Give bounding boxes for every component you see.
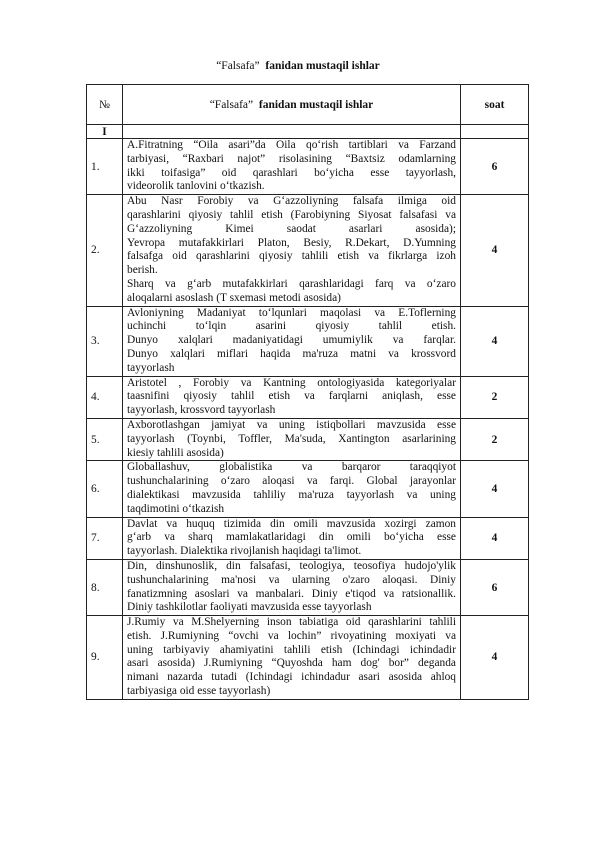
table-row (87, 139, 529, 195)
description-line: tushunchalarining o‘zaro aloqasi va farqi. Global jarayonlar (127, 475, 456, 488)
row-description (123, 376, 461, 418)
row-number: 8. (87, 559, 123, 615)
description-line: tushunchalarining ma'nosi va ularning o'zaro aloqasi. Diniy (127, 573, 456, 586)
table-row (87, 418, 529, 460)
title-quoted: “Falsafa” (216, 60, 260, 72)
description-line: dialektikasi mavzusida tahliliy ma'ruza tayyorlash va uning (127, 488, 456, 501)
description-line: videorolik tanlovini o‘tkazish. (127, 180, 265, 193)
header-title (123, 85, 461, 125)
row-number: 6. (87, 461, 123, 517)
tasks-table (86, 84, 529, 700)
table-row (87, 376, 529, 418)
table-row (87, 559, 529, 615)
description-line: Diniy tashkilotlar faoliyati mavzusida esse tayyorlash (127, 601, 372, 614)
table-row (87, 306, 529, 376)
description-line: tayyorlash. Dialektika rivojlanish haqidagi ta'limot. (127, 545, 362, 558)
description-line: berish. (127, 264, 158, 277)
table-row (87, 195, 529, 306)
description-line: tarbiyasi, “Raxbari najot” risolasining “Baxtsiz odamlarning (127, 152, 456, 165)
description-line: tayyorlash, krossvord tayyorlash (127, 404, 276, 417)
row-hours: 4 (461, 517, 529, 559)
description-line: A.Fitratning “Oila asari”da Oila qo‘rish tartiblari va Farzand (127, 139, 456, 151)
row-number: 4. (87, 376, 123, 418)
description-line: Davlat va huquq tizimida din omili mavzusida xozirgi zamon (127, 517, 456, 530)
description-line: kiesiy tahlili asosida) (127, 446, 224, 459)
section-row (87, 125, 529, 139)
description-line: etish. J.Rumiyning “ovchi va lochin” rivoyatining moxiyati va (127, 629, 456, 642)
row-hours: 6 (461, 139, 529, 195)
description-line: Dunyo xalqlari miflari haqida ma'ruza matni va krossvord (127, 347, 456, 360)
description-line: G‘azzoliyning Kimei saodat asarlari asosida); (127, 222, 456, 235)
header-soat-label: soat (484, 98, 505, 111)
description-line: Avloniyning Madaniyat to‘lqunlari maqolasi va E.Toflerning (127, 306, 456, 319)
row-hours: 4 (461, 306, 529, 376)
description-line: nimani nazarda tutadi (Ichindagi ichindadur asari asosida ahloq (127, 671, 456, 684)
row-hours: 4 (461, 461, 529, 517)
row-description (123, 418, 461, 460)
description-line: Axborotlashgan jamiyat va uning istiqbollari mavzusida esse (127, 418, 456, 431)
row-description (123, 559, 461, 615)
row-description (123, 306, 461, 376)
table-row (87, 461, 529, 517)
description-line: taasnifini qiyosiy tahlil etish va farqlarni aniqlash, esse (127, 390, 456, 403)
description-line: ikki toifasiga” oid qarashlari bo‘yicha esse tayyorlash, (127, 166, 456, 179)
row-number: 9. (87, 616, 123, 700)
row-description (123, 616, 461, 700)
row-hours: 2 (461, 418, 529, 460)
description-line: fanatizmning asoslari va manbalari. Diniy e'tiqod va ratsionallik. (127, 587, 456, 600)
description-line: asari asosida) J.Rumiyning “Quyoshda ham dog' bor” deganda (127, 657, 456, 670)
description-line: Din, dinshunoslik, din falsafasi, teologiya, teosofiya hudojo'ylik (127, 559, 456, 572)
description-line: taqdimotini o‘tkazish (127, 502, 225, 515)
row-hours: 6 (461, 559, 529, 615)
description-line: g‘arb va sharq mamlakatlaridagi din omili bo‘yicha esse (127, 531, 456, 544)
description-line: Abu Nasr Forobiy va G‘azzoliyning falsafa ilmiga oid (127, 195, 456, 208)
row-description (123, 461, 461, 517)
description-line: Aristotel , Forobiy va Kantning ontologiyasida kategoriyalar (127, 376, 456, 389)
row-number: 7. (87, 517, 123, 559)
description-line: qarashlarini qiyosiy tahlil etish (Farobiyning Siyosat falsafasi va (127, 208, 456, 221)
description-line: Sharq va g‘arb mutafakkirlari qarashlaridagi farq va o‘zaro (127, 277, 456, 290)
row-description (123, 139, 461, 195)
section-label: I (87, 125, 123, 139)
description-line: J.Rumiy va M.Shelyerning inson tabiatiga oid qarashlarini tahlili (127, 616, 456, 629)
description-line: Globallashuv, globalistika va barqaror taraqqiyot (127, 461, 456, 474)
header-quoted: “Falsafa” (209, 98, 254, 111)
row-number: 5. (87, 418, 123, 460)
table-row (87, 616, 529, 700)
row-description (123, 195, 461, 306)
description-line: tayyorlash (Toynbi, Toffler, Ma'suda, Xantington asarlarining (127, 432, 456, 445)
row-hours: 4 (461, 616, 529, 700)
row-hours: 4 (461, 195, 529, 306)
table-body (87, 125, 529, 700)
section-empty (123, 125, 461, 139)
row-number: 2. (87, 195, 123, 306)
header-no: № (87, 85, 123, 125)
title-rest: fanidan mustaqil ishlar (265, 60, 380, 72)
description-line: Dunyo xalqlari madaniyatidagi umumiylik va farqlar. (127, 334, 456, 347)
section-empty (461, 125, 529, 139)
row-hours: 2 (461, 376, 529, 418)
description-line: uchinchi to‘lqin asarini qiyosiy tahlil etish. (127, 320, 456, 333)
header-rest: fanidan mustaqil ishlar (258, 98, 374, 111)
description-line: Yevropa mutafakkirlari Platon, Besiy, R.Dekart, D.Yumning (127, 236, 456, 249)
row-description (123, 517, 461, 559)
description-line: tarbiyasiga oid esse tayyorlash) (127, 685, 271, 698)
header-soat (461, 85, 529, 125)
page-title (0, 60, 596, 72)
header-row (87, 85, 529, 125)
table-row (87, 517, 529, 559)
row-number: 3. (87, 306, 123, 376)
description-line: falsafga oid qarashlarini qiyosiy tahlili etish va fikrlarga izoh (127, 250, 456, 263)
description-line: uning tarbiyaviy ahamiyatini tahlili etish (Ichindagi ichindadir (127, 643, 456, 656)
description-line: tayyorlash (127, 361, 175, 374)
description-line: aloqalarni asoslash (T sxemasi metodi asosida) (127, 291, 341, 304)
row-number: 1. (87, 139, 123, 195)
